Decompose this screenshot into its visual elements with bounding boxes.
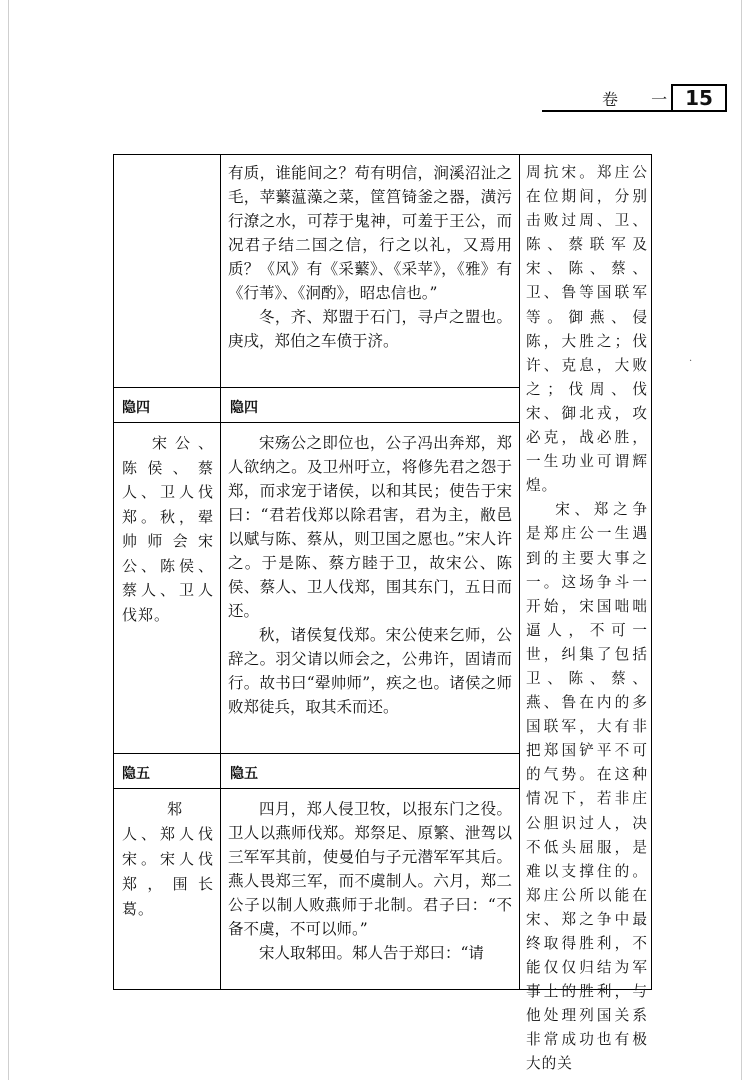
book-page xyxy=(8,0,742,1080)
paragraph: 四月，郑人侵卫牧，以报东门之役。卫人以燕师伐郑。郑祭足、原繁、泄驾以三军军其前，使曼伯与子元潜军军其后。燕人畏郑三军，而不虞制人。六月，郑二公子以制人败燕师于北制。君子曰：“不备不虞，不可以师。” xyxy=(228,800,512,938)
scan-speck: · xyxy=(689,356,693,367)
row-rule-2 xyxy=(114,422,520,423)
annotation-table xyxy=(113,154,652,1073)
section-3-summary xyxy=(122,797,214,922)
section-2-main-text xyxy=(228,431,512,719)
section-3-left-heading: 隐五 xyxy=(122,766,150,782)
row-rule-3 xyxy=(114,753,520,754)
column-divider-right xyxy=(519,155,520,989)
paragraph: 宋人取邾田。邾人告于郑曰：“请 xyxy=(259,944,484,962)
summary-text: 邾人、郑人伐宋。宋人伐郑，围长葛。 xyxy=(122,800,214,918)
section-2-left-heading: 隐四 xyxy=(122,400,150,416)
section-3-main-heading: 隐五 xyxy=(230,766,258,782)
side-commentary xyxy=(526,161,648,1077)
section-3-main-text xyxy=(228,797,512,965)
section-2-main-heading: 隐四 xyxy=(230,400,258,416)
section-1-main-text xyxy=(228,161,512,353)
paragraph: 宋殇公之即位也，公子冯出奔郑，郑人欲纳之。及卫州吁立，将修先君之怨于郑，而求宠于诸侯，以和其民；使告于宋曰：“君若伐郑以除君害，君为主，敝邑以赋与陈、蔡从，则卫国之愿也。”宋人许之。于是陈、蔡方睦于卫，故宋公、陈侯、蔡人、卫人伐郑，围其东门，五日而还。 xyxy=(228,434,512,620)
running-head xyxy=(542,84,727,112)
paragraph: 冬，齐、郑盟于石门，寻卢之盟也。庚戌，郑伯之车偾于济。 xyxy=(228,308,512,350)
column-divider-left xyxy=(220,155,221,989)
row-rule-4 xyxy=(114,788,520,789)
paragraph: 秋，诸侯复伐郑。宋公使来乞师，公辞之。羽父请以师会之，公弗许，固请而行。故书曰“翚帅师”，疾之也。诸侯之师败郑徒兵，取其禾而还。 xyxy=(228,626,512,716)
paragraph: 有质，谁能间之？苟有明信，涧溪沼沚之毛，苹蘩蕰藻之菜，筐筥锜釜之器，潢污行潦之水，可荐于鬼神，可羞于王公，而况君子结二国之信，行之以礼，又焉用质？《风》有《采蘩》、《采苹》，《雅》有《行苇》、《泂酌》，昭忠信也。” xyxy=(228,164,512,302)
page-number: 15 xyxy=(671,84,727,110)
chapter-title: 卷 一 xyxy=(602,90,682,109)
commentary-paragraph: 周抗宋。郑庄公在位期间，分别击败过周、卫、陈、蔡联军及宋、陈、蔡、卫、鲁等国联军等。御燕、侵陈，大胜之；伐许、克息，大败之；伐周、伐宋、御北戎，攻必克，战必胜，一生功业可谓辉煌。 xyxy=(526,164,648,495)
summary-text: 宋公、陈侯、蔡人、卫人伐郑。秋，翚帅师会宋公、陈侯、蔡人、卫人伐郑。 xyxy=(122,434,214,624)
section-2-summary xyxy=(122,431,214,627)
commentary-paragraph: 宋、郑之争是郑庄公一生遇到的主要大事之一。这场争斗一开始，宋国咄咄逼人，不可一世，纠集了包括卫、陈、蔡、燕、鲁在内的多国联军，大有非把郑国铲平不可的气势。在这种情况下，若非庄公胆识过人，决不低头屈服，是难以支撑住的。郑庄公所以能在宋、郑之争中最终取得胜利，不能仅仅归结为军事上的胜利，与他处理列国关系非常成功也有极大的关 xyxy=(526,501,648,1073)
row-rule-1 xyxy=(114,387,520,388)
